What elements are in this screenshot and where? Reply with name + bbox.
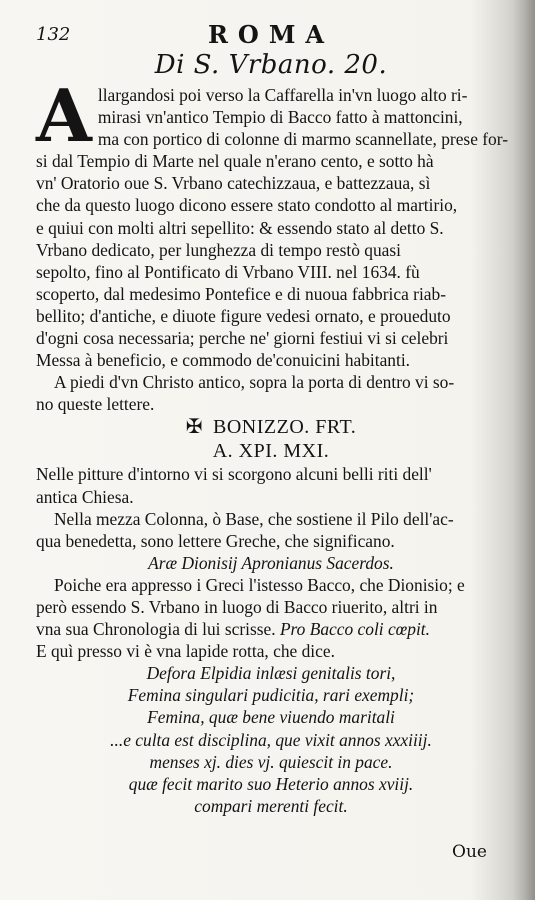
text-line: Messa à beneficio, e commodo de'conuicini habitanti. xyxy=(36,350,411,371)
running-title: ROMA xyxy=(207,20,335,49)
catchword: Oue xyxy=(452,842,487,862)
page-number: 132 xyxy=(36,24,71,45)
epitaph-line: Defora Elpidia inlæsi genitalis tori, xyxy=(146,663,396,684)
paragraph-1 xyxy=(36,73,508,371)
text-line: e quiui con molti altri sepellito: & essendo stato al detto S. xyxy=(36,217,444,238)
epitaph-line: quæ fecit marito suo Heterio annos xviij. xyxy=(128,773,414,794)
text-line: Nella mezza Colonna, ò Base, che sostiene il Pilo dell'ac- xyxy=(54,508,454,529)
text-line: però essendo S. Vrbano in luogo di Bacco riuerito, altri in xyxy=(36,596,438,617)
text-line: d'ogni cosa necessaria; perche ne' giorni festiui vi si celebri xyxy=(36,328,449,349)
text-line: vn' Oratorio oue S. Vrbano catechizzaua, e battezzaua, sì xyxy=(36,173,431,194)
section-title: Di S. Vrbano. 20. xyxy=(154,50,388,80)
italic-quote: Pro Bacco coli cœpit. xyxy=(279,619,430,640)
text-line: llargandosi poi verso la Caffarella in'vn luogo alto ri- xyxy=(97,85,468,105)
text-line: si dal Tempio di Marte nel quale n'erano cento, e sotto hà xyxy=(36,151,434,172)
inscription-text-1: BONIZZO. FRT. xyxy=(213,416,357,439)
text-line: sepolto, fino al Pontificato di Vrbano VIII. nel 1634. fù xyxy=(36,261,420,282)
cross-icon: ✠ xyxy=(185,416,203,439)
paragraph-4 xyxy=(36,508,506,552)
epitaph-line: Femina, quæ bene viuendo maritali xyxy=(147,707,395,728)
paragraph-5 xyxy=(36,574,506,640)
drop-cap: A xyxy=(36,73,92,158)
quote-ara: Aræ Dionisij Apronianus Sacerdos. xyxy=(148,552,394,573)
epitaph-line: menses xj. dies vj. quiescit in pace. xyxy=(149,751,393,772)
text-line: A piedi d'vn Christo antico, sopra la porta di dentro vi so- xyxy=(54,372,455,393)
text-fragment: vna sua Chronologia di lui scrisse. xyxy=(36,619,276,640)
text-line: antica Chiesa. xyxy=(36,486,134,507)
page-edge-shadow xyxy=(513,0,535,900)
epitaph-line: compari merenti fecit. xyxy=(194,795,348,816)
text-line: che da questo luogo dicono essere stato condotto al martirio, xyxy=(36,195,458,216)
text-line: Poiche era appresso i Greci l'istesso Bacco, che Dionisio; e xyxy=(54,574,465,595)
paragraph-3 xyxy=(36,463,506,507)
epitaph-block xyxy=(36,662,506,817)
text-line: no queste lettere. xyxy=(36,394,155,415)
paragraph-2 xyxy=(36,371,506,415)
text-line: ma con portico di colonne di marmo scannellate, prese for- xyxy=(97,129,508,150)
inscription-line-1 xyxy=(36,415,506,439)
text-line: scoperto, dal medesimo Pontefice e di nuoua fabbrica riab- xyxy=(36,283,446,304)
text-line: mirasi vn'antico Tempio di Bacco fatto à mattoncini, xyxy=(97,107,463,128)
epitaph-line: ...e culta est disciplina, que vixit annos xxxiiij. xyxy=(110,729,432,750)
text-line: bellito; d'antiche, e diuote figure vedesi ornato, e proueduto xyxy=(36,305,451,326)
epitaph-line: Femina singulari pudicitia, rari exempli; xyxy=(127,685,415,706)
inscription-block xyxy=(36,415,506,463)
text-line: Nelle pitture d'intorno vi si scorgono alcuni belli riti dell' xyxy=(36,464,432,485)
page-header xyxy=(36,18,506,50)
body-text xyxy=(36,73,508,817)
inscription-line-2: A. XPI. MXI. xyxy=(212,440,330,463)
text-line: Vrbano dedicato, per lunghezza di tempo restò quasi xyxy=(36,239,401,260)
text-line xyxy=(36,618,506,640)
paragraph-6: E quì presso vi è vna lapide rotta, che dice. xyxy=(36,641,335,662)
text-line: qua benedetta, sono lettere Greche, che significano. xyxy=(36,530,395,551)
